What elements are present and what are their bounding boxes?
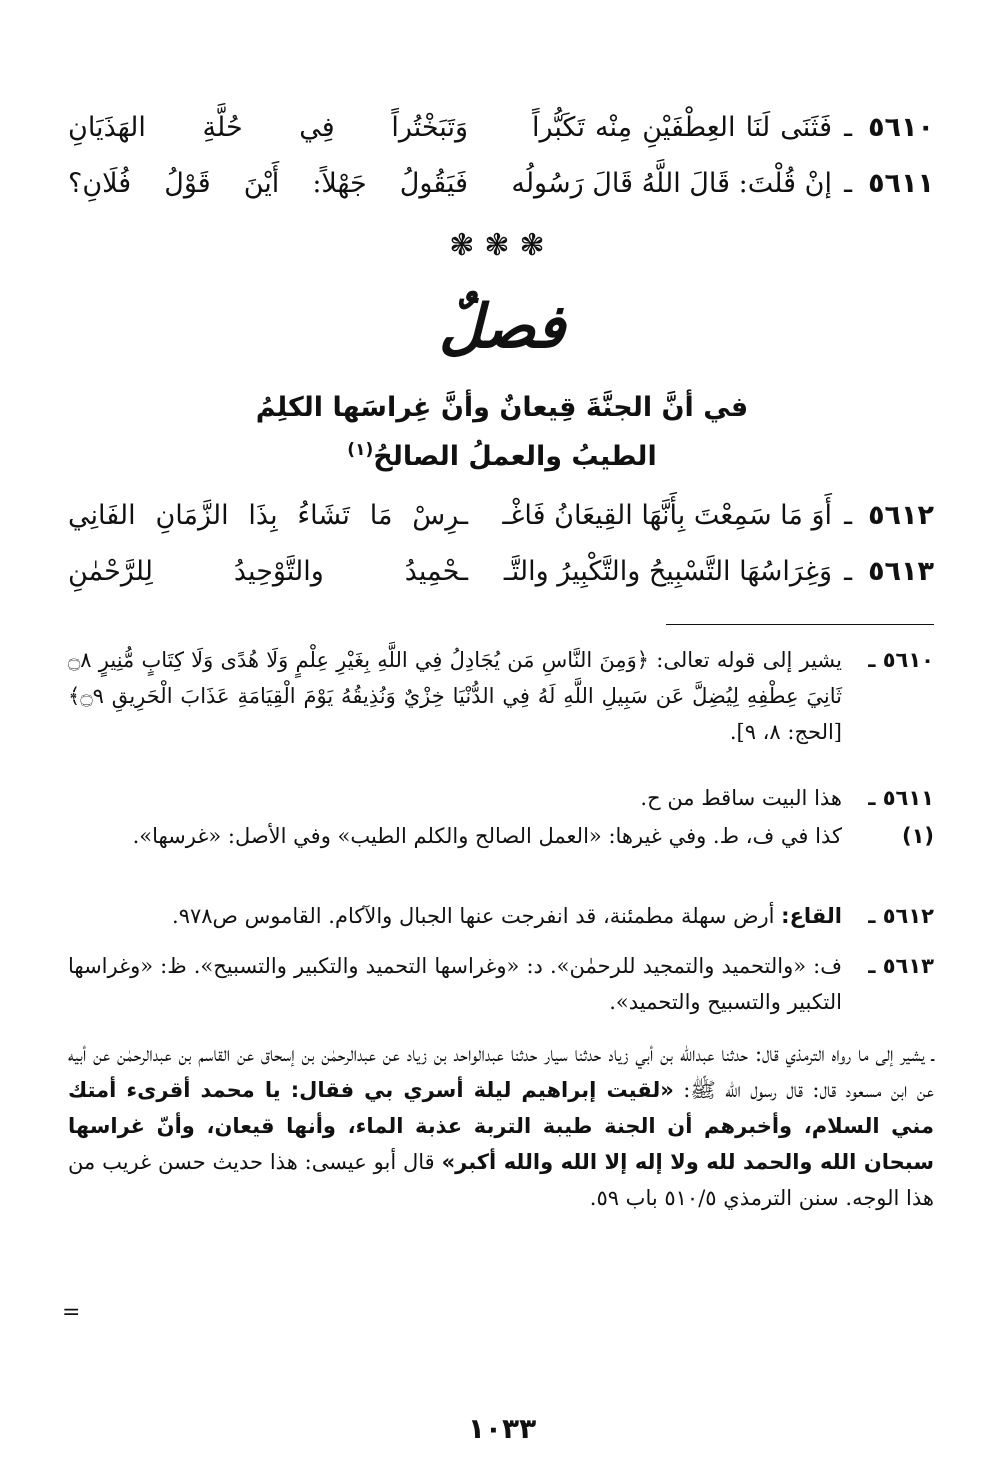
footnote-5610 [68,642,934,750]
section-title-fasl: فصلٌ [438,292,566,362]
footnote-text: كذا في ف، ط. وفي غيرها: «العمل الصالح والكلم الطيب» وفي الأصل: «غرسها». [132,824,842,848]
footnote-hadith [68,1036,934,1216]
verse-second-hemistich: وَتَبَخْتُراً فِي حُلَّةِ الهَذَيَانِ [68,112,468,143]
footnote-number: ٥٦١٠ ـ [868,648,934,672]
footnote-text: هذا البيت ساقط من ح. [640,786,842,810]
verse-second-hemistich: فَيَقُولُ جَهْلاً: أَيْنَ قَوْلُ فُلَانِ؟ [68,168,468,199]
verse-5612 [68,500,934,550]
footnote-number: ٥٦١١ ـ [868,786,934,810]
footnote-5612 [68,898,934,934]
page-number: ١٠٣٣ [467,1412,537,1445]
footnote-separator [666,624,934,625]
hadith-source: قال أبو عيسى: هذا حديث حسن غريب من هذا الوجه. سنن الترمذي ٥١٠/٥ باب ٥٩. [68,1150,934,1210]
footnote-5613 [68,948,934,1020]
section-heading-line-2 [0,440,1004,472]
hadith-quote: «لقيت إبراهيم ليلة أسري بي فقال: يا محمد أقرىء أمتك مني السلام، وأخبرهم أن الجنة طيبة التربة عذبة الماء، وأنها قيعان، وأنّ غراسها سبحان الله والحمد لله ولا إله إلا الله والله أكبر» [68,1078,934,1174]
footnote-number: (١) [901,824,934,848]
footnote-text: ف: «والتحميد والتمجيد للرحمٰن». د: «وغراسها التحميد والتكبير والتسبيح». ظ: «وغراسها التكبير والتسبيح والتحميد». [68,954,842,1014]
section-separator-stars: ❃❃❃ [449,228,555,263]
verse-5611 [68,168,934,218]
verse-dash: ـ [844,168,852,199]
section-heading-line-1: في أنَّ الجنَّةَ قِيعانٌ وأنَّ غِراسَها الكلِمُ [255,392,749,423]
verse-number: ٥٦١٠ [868,112,934,143]
verse-first-hemistich: فَثَنَى لَنَا العِطْفَيْنِ مِنْه تَكَبُّراً [532,112,832,143]
footnote-text [68,898,842,934]
hadith-text [68,1036,934,1216]
footnote-number: ٥٦١٢ ـ [868,904,934,928]
verse-5613 [68,556,934,606]
footnote-1 [68,818,934,854]
footnote-5611 [68,780,934,816]
verse-number: ٥٦١٣ [868,556,934,587]
verse-dash: ـ [844,556,852,587]
definition-text: أرض سهلة مطمئنة، قد انفرجت عنها الجبال والآكام. القاموس ص٩٧٨. [172,904,775,928]
hadith-chain: ـ يشير إلى ما رواه الترمذي قال: حدثنا عبدالله بن أبي زياد حدثنا سيار حدثنا عبدالواحد بن زياد عن عبدالرحمٰن بن إسحاق عن القاسم بن عبدالرحمٰن عن أبيه عن ابن مسعود قال: قال رسول الله ﷺ: [68,1042,934,1102]
footnote-ref: (١) [347,440,374,460]
verse-first-hemistich: وَغِرَاسُهَا التَّسْبِيحُ والتَّكْبِيرُ والتَّـ [503,556,832,587]
footnote-text: يشير إلى قوله تعالى: ﴿وَمِنَ النَّاسِ مَن يُجَادِلُ فِي اللَّهِ بِغَيْرِ عِلْمٍ وَلَا هُدًى وَلَا كِتَابٍ مُّنِيرٍ ۝٨ ثَانِيَ عِطْفِهِ لِيُضِلَّ عَن سَبِيلِ اللَّهِ لَهُ فِي الدُّنْيَا خِزْيٌ وَنُذِيقُهُ يَوْمَ الْقِيَامَةِ عَذَابَ الْحَرِيقِ ۝٩﴾ [الحج: ٨، ٩]. [68,648,842,744]
verse-second-hemistich: ـحْمِيدُ والتَّوْحِيدُ لِلرَّحْمٰنِ [68,556,468,587]
verse-first-hemistich: أَوَ مَا سَمِعْتَ بِأَنَّهَا القِيعَانُ فَاغْـ [502,500,832,531]
term-bold: القاع: [781,904,842,928]
verse-dash: ـ [844,112,852,143]
verse-second-hemistich: ـرِسْ مَا تَشَاءُ بِذَا الزَّمَانِ الفَانِي [68,500,468,531]
footnote-number: ٥٦١٣ ـ [868,954,934,978]
verse-number: ٥٦١٢ [868,500,934,531]
verse-number: ٥٦١١ [868,168,934,199]
verse-dash: ـ [844,500,852,531]
verse-first-hemistich: إنْ قُلْتَ: قَالَ اللَّهُ قَالَ رَسُولُه [511,168,832,199]
continuation-marker: = [62,1300,81,1325]
verse-5610 [68,112,934,162]
heading-text: الطيبُ والعملُ الصالحُ [373,441,657,472]
